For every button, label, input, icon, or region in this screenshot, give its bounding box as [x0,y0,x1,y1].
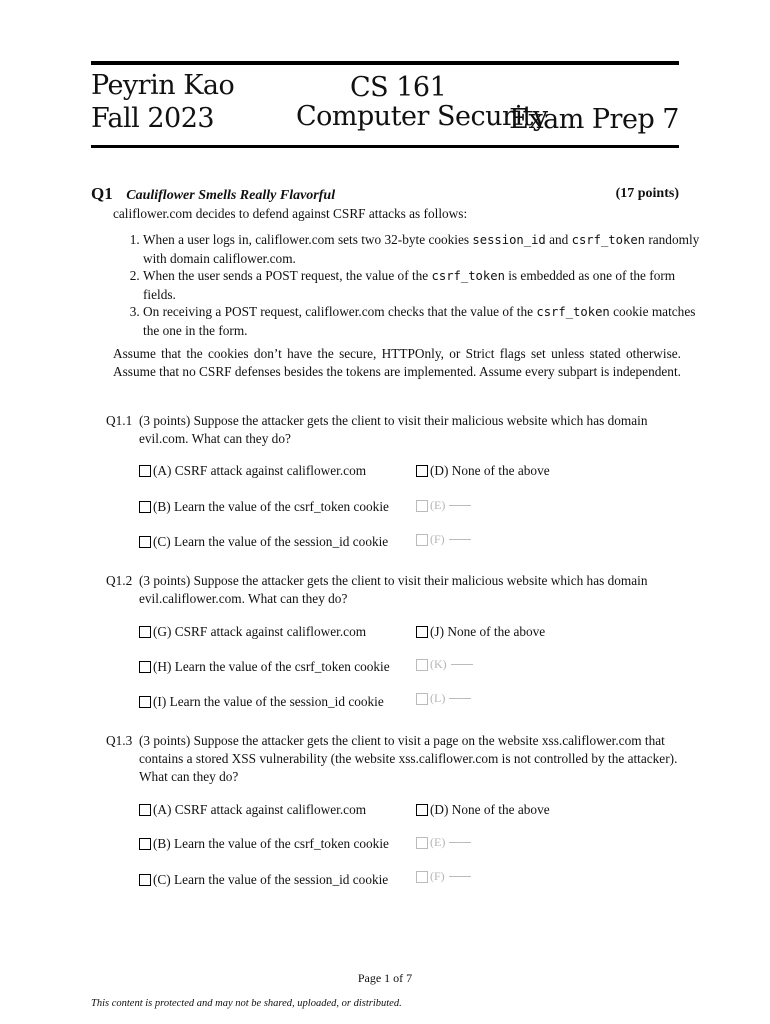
checkbox-icon[interactable] [139,626,151,638]
list-item: 2. When the user sends a POST request, the value of the csrf_token is embedded as one of the form fields. [143,267,711,303]
page-number: Page 1 of 7 [357,971,413,985]
checkbox-icon[interactable] [416,804,428,816]
copyright-footer: This content is protected and may not be shared, uploaded, or distributed. [91,998,402,1009]
header-top-rule [91,61,679,65]
question-heading [91,184,679,204]
checkbox-icon[interactable] [139,874,151,886]
checkbox-icon [416,871,428,883]
document-title: Exam Prep 7 [509,104,679,135]
option-checkbox[interactable]: (A) CSRF attack against califlower.com [139,463,366,479]
list-item: 1. When a user logs in, califlower.com sets two 32-byte cookies session_id and csrf_token randomly with domain califlower.com. [143,231,711,267]
subpart-text: (3 points) Suppose the attacker gets the client to visit a page on the website xss.califlower.com that contains a stored XSS vulnerability (the website xss.califlower.com is not controlled by the attacker). What can they do? [139,733,678,784]
checkbox-icon[interactable] [139,465,151,477]
list-item: 3. On receiving a POST request, califlower.com checks that the value of the csrf_token cookie matches the one in the form. [143,303,711,339]
checkbox-icon[interactable] [139,536,151,548]
disabled-option: (K) [416,657,473,672]
checkbox-icon[interactable] [139,661,151,673]
option-checkbox[interactable]: (C) Learn the value of the session_id cookie [139,872,388,888]
disabled-option: (L) [416,691,471,706]
disabled-option: (F) [416,532,471,547]
disabled-option: (F) [416,869,471,884]
question-number: Q1 [91,184,113,203]
checkbox-icon[interactable] [139,838,151,850]
assumptions-paragraph: Assume that the cookies don’t have the secure, HTTPOnly, or Strict flags set unless stated otherwise. Assume that no CSRF defenses besides the tokens are implemented. Assume every subpart is independent. [113,346,681,379]
defense-steps-list [113,231,711,339]
subpart-label: Q1.2 [106,573,133,588]
option-checkbox[interactable]: (A) CSRF attack against califlower.com [139,802,366,818]
subpart-label: Q1.1 [106,413,133,428]
subpart-text: (3 points) Suppose the attacker gets the client to visit their malicious website which has domain evil.com. What can they do? [139,413,648,446]
checkbox-icon [416,534,428,546]
question-points: (17 points) [615,186,679,201]
checkbox-icon[interactable] [139,696,151,708]
author-name: Peyrin Kao [91,70,235,101]
question-title: Cauliflower Smells Really Flavorful [126,188,336,203]
subpart-label: Q1.3 [106,733,133,748]
option-checkbox[interactable]: (D) None of the above [416,463,550,479]
question-intro: califlower.com decides to defend against CSRF attacks as follows: [113,206,468,221]
option-checkbox[interactable]: (G) CSRF attack against califlower.com [139,624,366,640]
subpart-q1-1 [106,412,681,448]
option-checkbox[interactable]: (B) Learn the value of the csrf_token cookie [139,836,389,852]
subpart-q1-3 [106,732,681,786]
checkbox-icon[interactable] [139,804,151,816]
checkbox-icon [416,500,428,512]
course-number: CS 161 [350,72,447,103]
option-checkbox[interactable]: (B) Learn the value of the csrf_token cookie [139,499,389,515]
checkbox-icon[interactable] [416,626,428,638]
term: Fall 2023 [91,103,215,134]
course-name: Computer Security [296,101,548,132]
option-checkbox[interactable]: (C) Learn the value of the session_id cookie [139,534,388,550]
subpart-q1-2 [106,572,681,608]
disabled-option: (E) [416,835,471,850]
checkbox-icon [416,659,428,671]
checkbox-icon[interactable] [139,501,151,513]
subpart-text: (3 points) Suppose the attacker gets the client to visit their malicious website which has domain evil.califlower.com. What can they do? [139,573,648,606]
option-checkbox[interactable]: (D) None of the above [416,802,550,818]
option-checkbox[interactable]: (J) None of the above [416,624,545,640]
header-bottom-rule [91,145,679,148]
option-checkbox[interactable]: (I) Learn the value of the session_id cookie [139,694,384,710]
checkbox-icon [416,693,428,705]
option-checkbox[interactable]: (H) Learn the value of the csrf_token cookie [139,659,390,675]
checkbox-icon[interactable] [416,465,428,477]
disabled-option: (E) [416,498,471,513]
checkbox-icon [416,837,428,849]
